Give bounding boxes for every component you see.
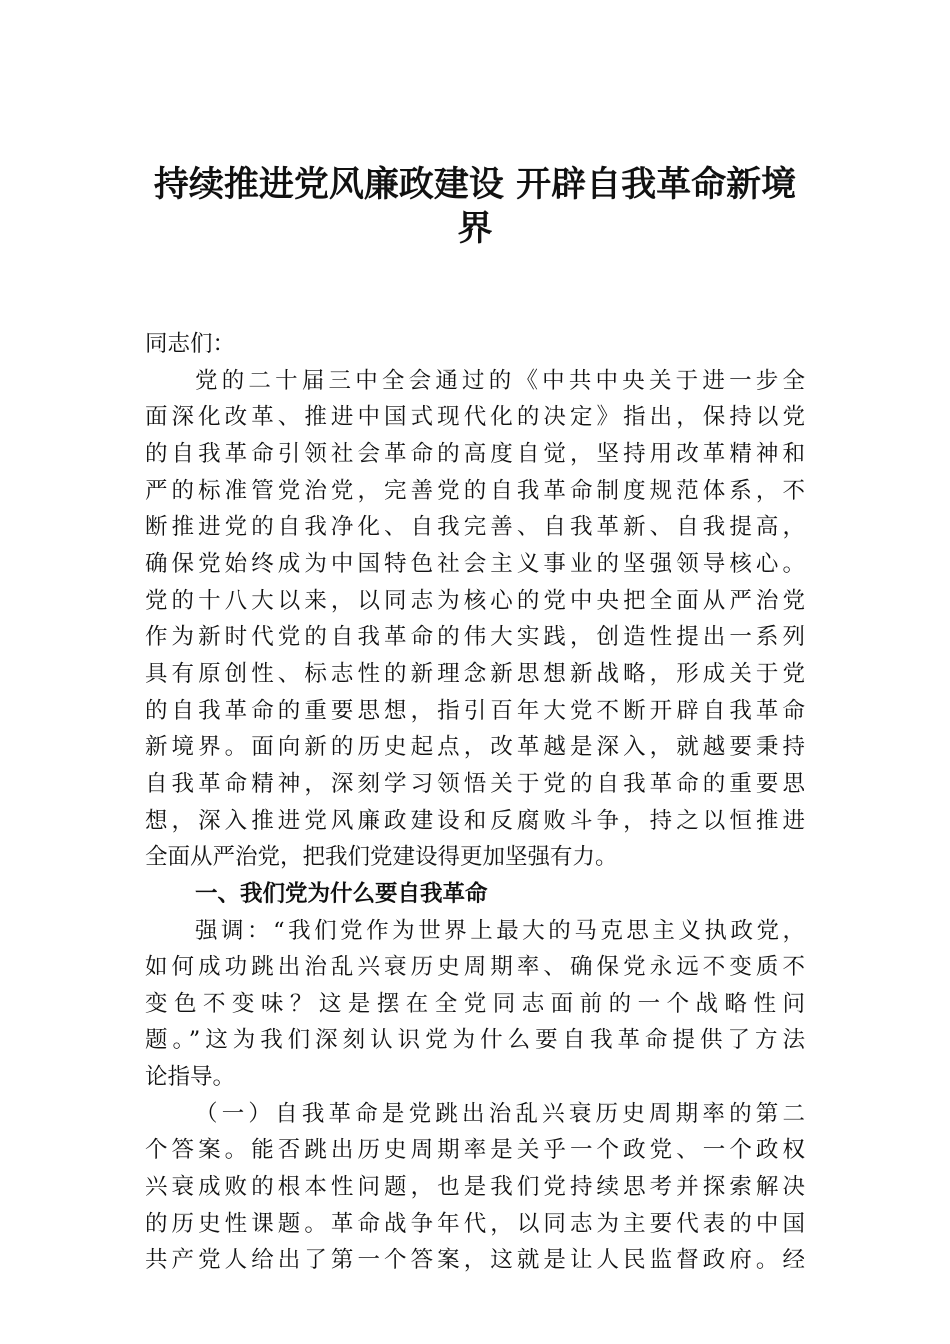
paragraph-line: 变色不变味？这是摆在全党同志面前的一个战略性问 bbox=[145, 990, 805, 1017]
section-heading: 一、我们党为什么要自我革命 bbox=[195, 880, 488, 907]
document-title-line-2: 界 bbox=[457, 208, 493, 249]
paragraph-line: 确保党始终成为中国特色社会主义事业的坚强领导核心。 bbox=[145, 550, 805, 577]
paragraph-line: 自我革命精神，深刻学习领悟关于党的自我革命的重要思 bbox=[145, 770, 805, 797]
paragraph-line: 新境界。面向新的历史起点，改革越是深入，就越要秉持 bbox=[145, 734, 805, 761]
paragraph-line: 的自我革命的重要思想，指引百年大党不断开辟自我革命 bbox=[145, 697, 805, 724]
paragraph-line: 作为新时代党的自我革命的伟大实践，创造性提出一系列 bbox=[145, 624, 805, 651]
paragraph-line: 题。”这为我们深刻认识党为什么要自我革命提供了方法 bbox=[145, 1027, 805, 1054]
salutation: 同志们： bbox=[145, 331, 236, 357]
paragraph-line: 论指导。 bbox=[145, 1064, 236, 1091]
paragraph-line: 全面从严治党，把我们党建设得更加坚强有力。 bbox=[145, 844, 618, 871]
paragraph-line: 断推进党的自我净化、自我完善、自我革新、自我提高， bbox=[145, 514, 805, 541]
paragraph-line: 严的标准管党治党，完善党的自我革命制度规范体系，不 bbox=[145, 477, 805, 504]
document-body bbox=[145, 326, 805, 1279]
paragraph-line: 党的二十届三中全会通过的《中共中央关于进一步全 bbox=[195, 367, 805, 394]
paragraph-line: 具有原创性、标志性的新理念新思想新战略，形成关于党 bbox=[145, 660, 805, 687]
subsection-heading-line: （一）自我革命是党跳出治乱兴衰历史周期率的第二 bbox=[195, 1100, 805, 1127]
paragraph-line: 如何成功跳出治乱兴衰历史周期率、确保党永远不变质不 bbox=[145, 954, 805, 981]
paragraph-line: 强调：“我们党作为世界上最大的马克思主义执政党， bbox=[195, 917, 805, 944]
document-title-line-1: 持续推进党风廉政建设 开辟自我革命新境 bbox=[153, 164, 797, 205]
paragraph-line: 想，深入推进党风廉政建设和反腐败斗争，持之以恒推进 bbox=[145, 807, 805, 834]
paragraph-line: 的历史性课题。革命战争年代，以同志为主要代表的中国 bbox=[145, 1210, 805, 1237]
paragraph-line: 的自我革命引领社会革命的高度自觉，坚持用改革精神和 bbox=[145, 440, 805, 467]
paragraph-line: 兴衰成败的根本性问题，也是我们党持续思考并探索解决 bbox=[145, 1174, 805, 1201]
paragraph-line: 共产党人给出了第一个答案，这就是让人民监督政府。经 bbox=[145, 1247, 805, 1274]
paragraph-line: 面深化改革、推进中国式现代化的决定》指出，保持以党 bbox=[145, 404, 805, 431]
paragraph-line: 党的十八大以来，以同志为核心的党中央把全面从严治党 bbox=[145, 587, 805, 614]
paragraph-line: 个答案。能否跳出历史周期率是关乎一个政党、一个政权 bbox=[145, 1137, 805, 1164]
